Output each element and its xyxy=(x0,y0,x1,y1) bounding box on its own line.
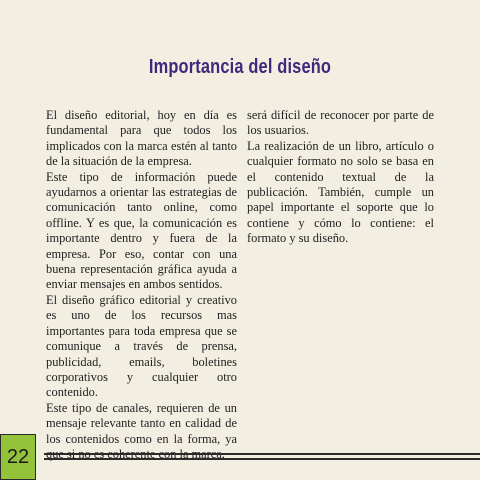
right-text-column xyxy=(247,108,434,247)
footer-rule-top xyxy=(44,453,480,455)
page-number: 22 xyxy=(6,445,30,468)
paragraph: El diseño editorial, hoy en día es fundamental para que todos los implicados con la marca estén al tanto de la situación de la empresa. xyxy=(46,108,237,169)
paragraph: Este tipo de información puede ayudarnos a orientar las estrategias de comunicación tanto online, como offline. Y es que, la comunicación es importante dentro y fuera de la empresa. Por eso, contar con una buena representación gráfica ayuda a enviar mensajes en ambos sentidos. xyxy=(46,169,237,292)
left-text-column xyxy=(46,108,237,462)
paragraph: Este tipo de canales, requieren de un mensaje relevante tanto en calidad de los contenidos como en la forma, ya xyxy=(46,400,237,446)
page-title: Importancia del diseño xyxy=(148,56,332,78)
paragraph: El diseño gráfico editorial y creativo es uno de los recursos mas importantes para toda empresa que se comunique a través de prensa, publicidad, emails, boletines corporativos y cualquier otro contenido. xyxy=(46,292,237,400)
footer-rule-bottom xyxy=(44,458,480,460)
paragraph: La realización de un libro, artículo o cualquier formato no solo se basa en el contenido textual de la publicación. También, cumple un papel importante el soporte que lo contiene y cómo lo contiene: el formato y su diseño. xyxy=(247,138,434,246)
paragraph: será difícil de reconocer por parte de los usuarios. xyxy=(247,108,434,138)
page-number-box xyxy=(0,434,36,480)
